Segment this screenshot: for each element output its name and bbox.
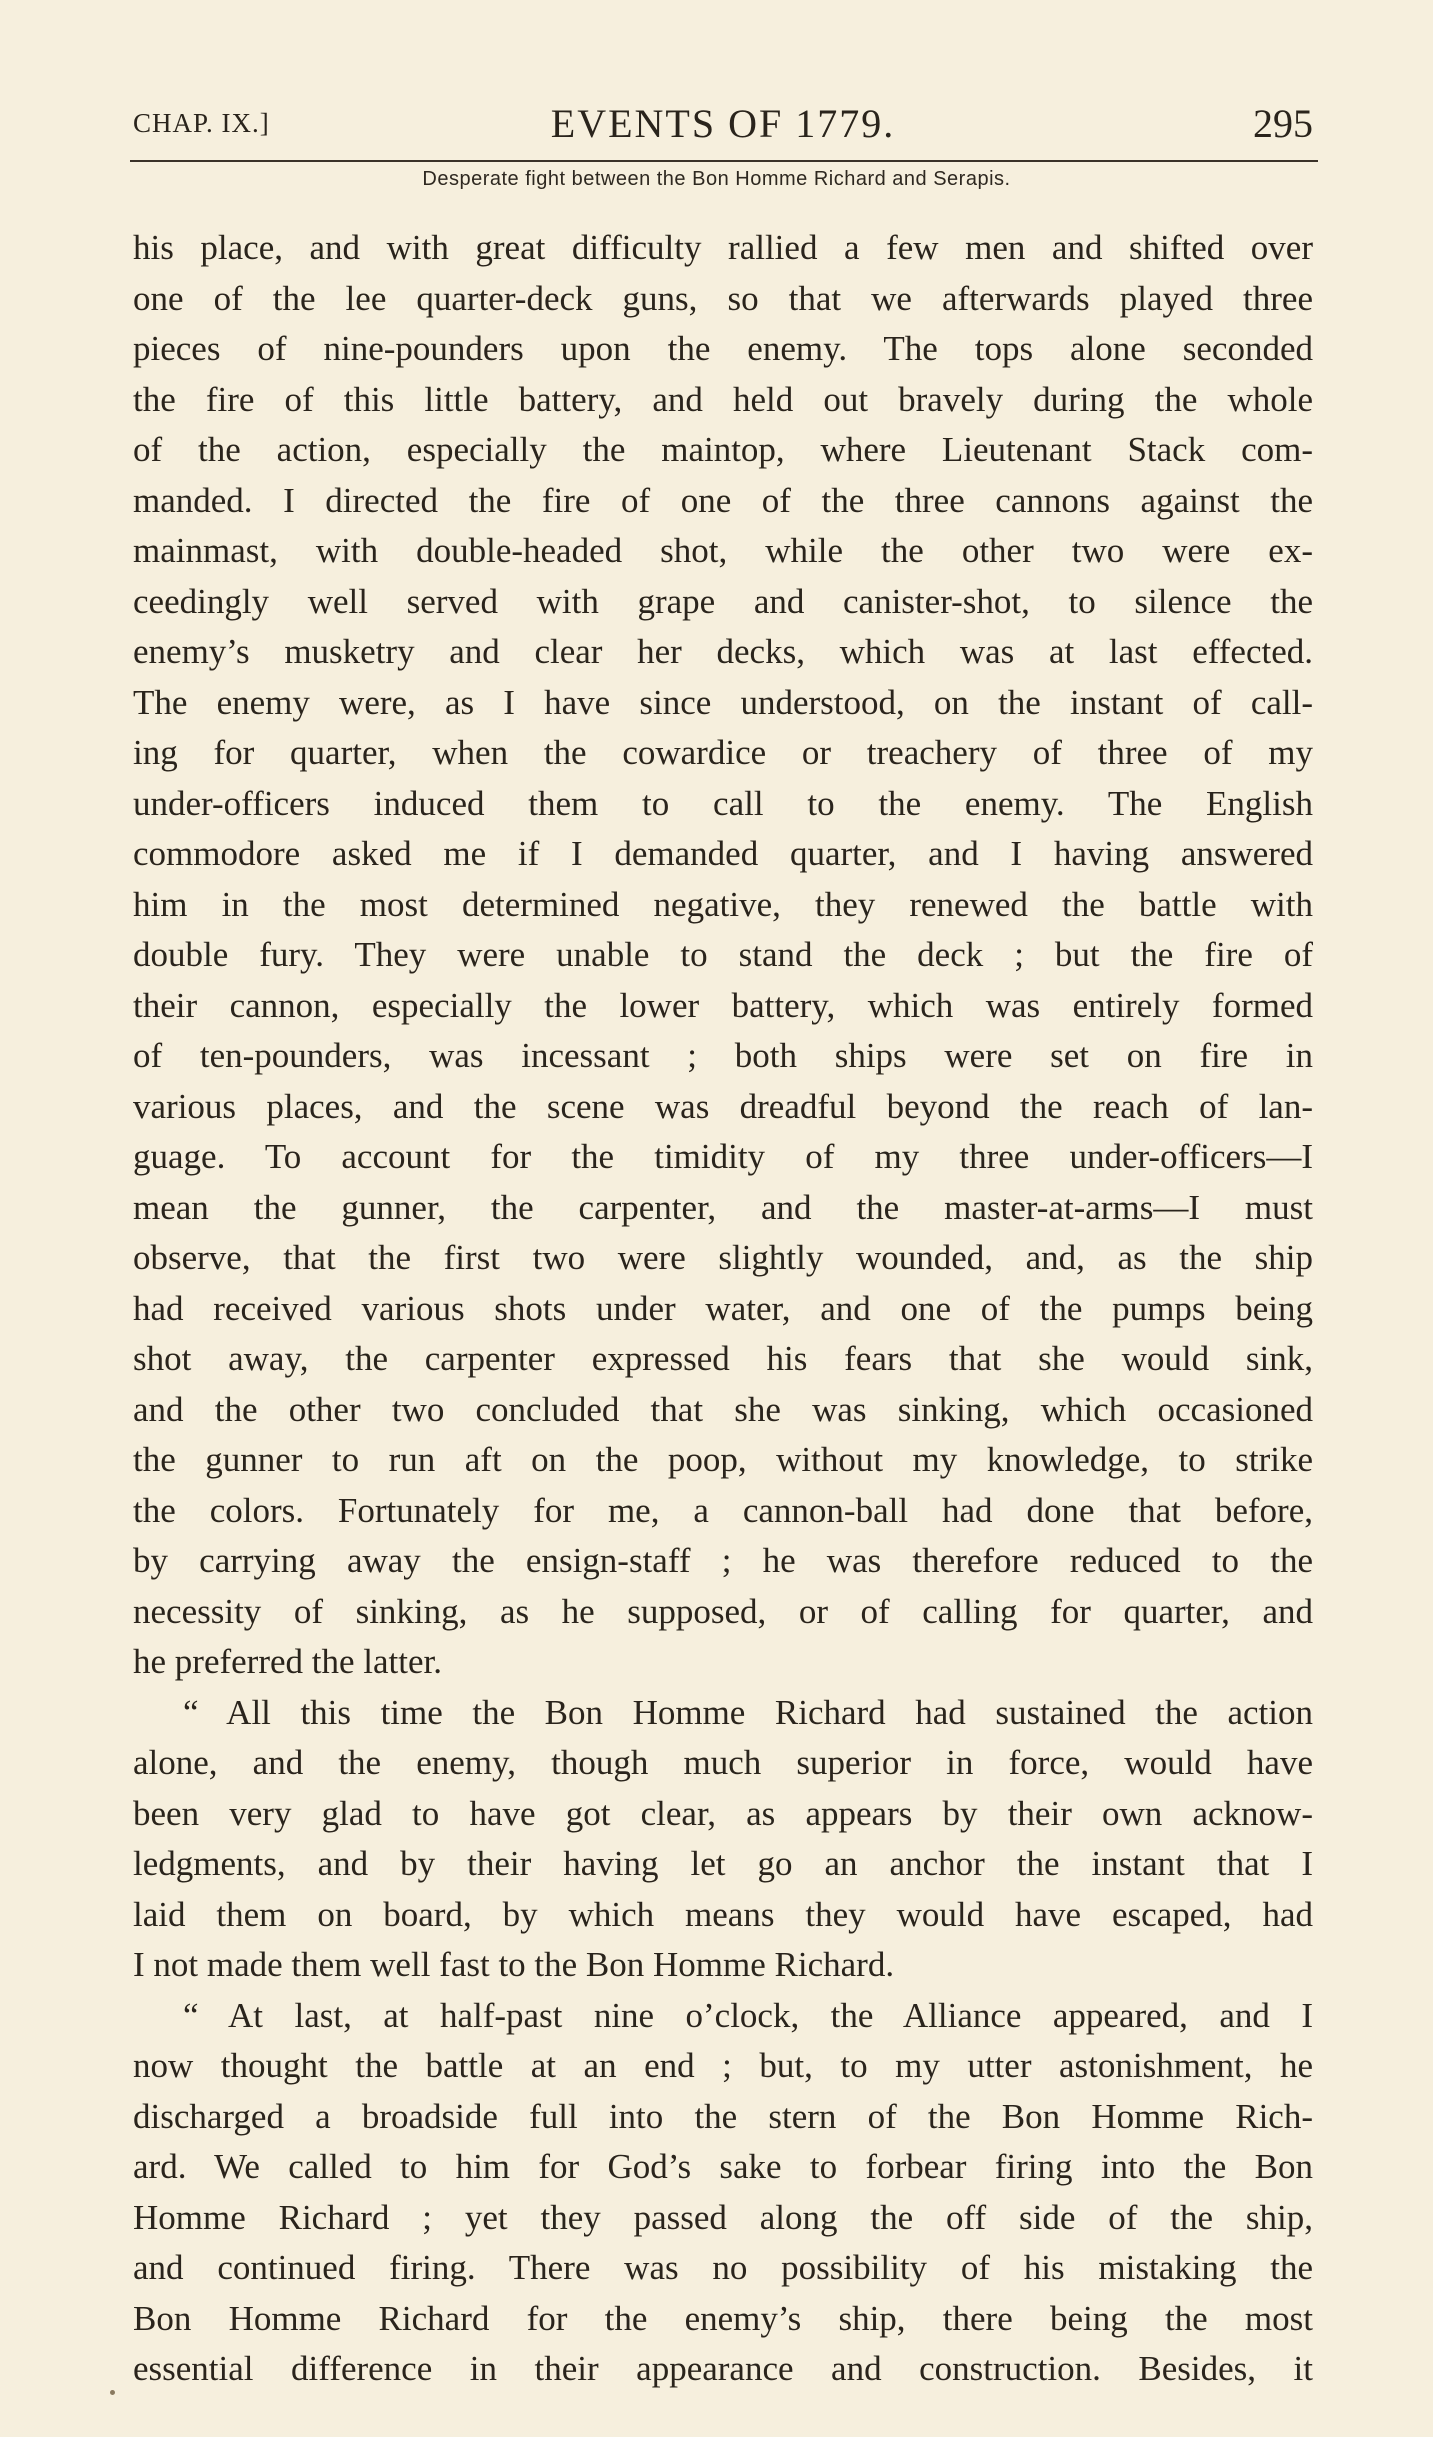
text-line: he preferred the latter. — [133, 1642, 442, 1681]
text-line: “ All this time the Bon Homme Richard had sustained the action — [183, 1692, 1313, 1732]
page-title: EVENTS OF 1779. — [550, 101, 896, 146]
text-line: of the action, especially the maintop, where Lieutenant Stack com- — [133, 430, 1313, 469]
text-line: ceedingly well served with grape and canister-shot, to silence the — [133, 581, 1313, 621]
text-line: observe, that the first two were slightly wounded, and, as the ship — [133, 1238, 1313, 1277]
running-head — [133, 100, 1313, 160]
text-line: alone, and the enemy, though much superior in force, would have — [133, 1743, 1313, 1782]
text-line: shot away, the carpenter expressed his fears that she would sink, — [133, 1339, 1313, 1378]
text-line: and the other two concluded that she was sinking, which occasioned — [133, 1389, 1313, 1429]
text-line: one of the lee quarter-deck guns, so that we afterwards played three — [133, 278, 1313, 318]
text-line: necessity of sinking, as he supposed, or of calling for quarter, and — [133, 1591, 1313, 1631]
text-line: commodore asked me if I demanded quarter, and I having answered — [133, 834, 1313, 873]
text-line: discharged a broadside full into the stern of the Bon Homme Rich- — [133, 2096, 1313, 2136]
text-line: by carrying away the ensign-staff ; he was therefore reduced to the — [133, 1541, 1313, 1580]
text-line: of ten-pounders, was incessant ; both ships were set on fire in — [133, 1036, 1313, 1075]
text-line: pieces of nine-pounders upon the enemy. The tops alone seconded — [133, 329, 1313, 368]
text-line: the colors. Fortunately for me, a cannon-ball had done that before, — [133, 1490, 1313, 1530]
header-rule — [130, 160, 1318, 162]
text-line: essential difference in their appearance and construction. Besides, it — [133, 2349, 1313, 2388]
text-line: the fire of this little battery, and held out bravely during the whole — [133, 379, 1313, 419]
text-line: the gunner to run aft on the poop, without my knowledge, to strike — [133, 1440, 1313, 1479]
text-line: his place, and with great difficulty rallied a few men and shifted over — [133, 228, 1313, 267]
body-text — [133, 223, 1313, 2395]
text-line: Bon Homme Richard for the enemy’s ship, there being the most — [133, 2298, 1313, 2338]
paper-speck — [110, 2390, 115, 2395]
text-line: I not made them well fast to the Bon Homme Richard. — [133, 1945, 895, 1984]
text-line: mainmast, with double-headed shot, while the other two were ex- — [133, 531, 1313, 570]
text-line: been very glad to have got clear, as appears by their own acknow- — [133, 1793, 1313, 1833]
text-line: ing for quarter, when the cowardice or treachery of three of my — [133, 733, 1313, 772]
text-line: ard. We called to him for God’s sake to forbear firing into the Bon — [133, 2147, 1313, 2186]
text-line: under-officers induced them to call to the enemy. The English — [133, 783, 1313, 823]
text-line: had received various shots under water, and one of the pumps being — [133, 1288, 1313, 1328]
text-line: enemy’s musketry and clear her decks, which was at last effected. — [133, 632, 1313, 671]
text-line: “ At last, at half-past nine o’clock, the Alliance appeared, and I — [183, 1995, 1313, 2035]
text-line: him in the most determined negative, they renewed the battle with — [133, 884, 1313, 924]
text-line: and continued firing. There was no possibility of his mistaking the — [133, 2248, 1313, 2287]
text-line: now thought the battle at an end ; but, to my utter astonishment, he — [133, 2046, 1313, 2085]
text-line: mean the gunner, the carpenter, and the master-at-arms—I must — [133, 1187, 1313, 1227]
text-line: Homme Richard ; yet they passed along the off side of the ship, — [133, 2197, 1313, 2237]
text-line: The enemy were, as I have since understood, on the instant of call- — [133, 682, 1313, 722]
text-line: manded. I directed the fire of one of the three cannons against the — [133, 480, 1313, 520]
text-line: guage. To account for the timidity of my three under-officers—I — [133, 1137, 1313, 1176]
text-line: laid them on board, by which means they would have escaped, had — [133, 1894, 1313, 1934]
page-number: 295 — [1253, 101, 1313, 146]
text-line: their cannon, especially the lower battery, which was entirely formed — [133, 985, 1313, 1025]
section-subheading: Desperate fight between the Bon Homme Richard and Serapis. — [422, 168, 1011, 190]
text-line: double fury. They were unable to stand the deck ; but the fire of — [133, 935, 1313, 974]
text-line: various places, and the scene was dreadful beyond the reach of lan- — [133, 1086, 1313, 1126]
text-line: ledgments, and by their having let go an anchor the instant that I — [133, 1844, 1313, 1883]
chapter-label: CHAP. IX.] — [133, 108, 270, 138]
